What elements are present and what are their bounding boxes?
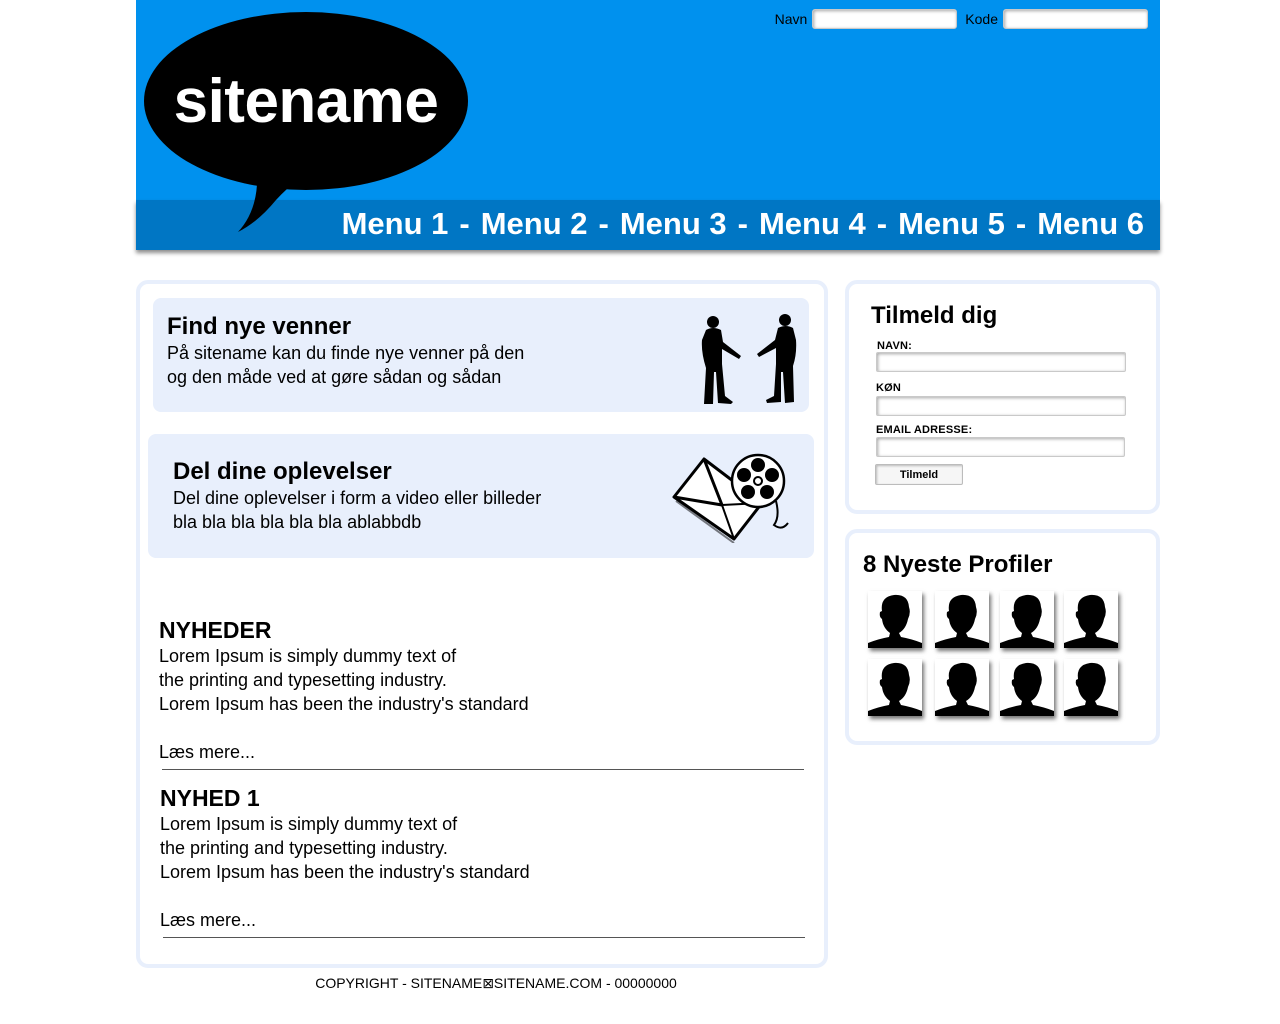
name-label: NAVN: [877, 340, 913, 352]
news-body-line: Lorem Ipsum has been the industry's standard [160, 862, 530, 882]
menu-item-3[interactable]: Menu 3 [619, 206, 727, 241]
profile-avatar[interactable] [935, 591, 989, 648]
news-title: NYHED 1 [160, 785, 260, 811]
email-label: EMAIL ADRESSE: [876, 424, 973, 436]
feature-title: Find nye venner [167, 313, 352, 340]
feature-box-experiences [148, 434, 814, 558]
username-input[interactable] [812, 9, 957, 29]
news-body [160, 812, 805, 884]
gender-input[interactable] [876, 396, 1126, 416]
footer-copyright: COPYRIGHT - SITENAME⊠SITENAME.COM - 00000000 [315, 975, 677, 991]
feature-text-line: På sitename kan du finde nye venner på den [167, 343, 525, 363]
news-body-line: Lorem Ipsum is simply dummy text of [160, 814, 458, 834]
user-silhouette-icon [935, 591, 989, 648]
feature-text [173, 486, 541, 534]
profile-avatar[interactable] [1064, 659, 1118, 716]
feature-text-line: bla bla bla bla bla bla ablabbdb [173, 512, 422, 532]
feature-text [167, 341, 524, 389]
menu-separator: - [1015, 206, 1027, 241]
feature-text-line: og den måde ved at gøre sådan og sådan [167, 367, 502, 387]
menu-item-6[interactable]: Menu 6 [1037, 206, 1144, 241]
news-divider [162, 769, 804, 770]
menu-separator: - [459, 206, 470, 241]
news-title: NYHEDER [159, 617, 272, 643]
gender-label: KØN [876, 382, 902, 394]
menu-item-5[interactable]: Menu 5 [898, 206, 1005, 241]
site-logo[interactable]: sitename [173, 67, 439, 136]
profile-avatar[interactable] [1000, 659, 1054, 716]
feature-title: Del dine oplevelser [173, 458, 392, 485]
news-item [160, 784, 805, 938]
user-silhouette-icon [1000, 591, 1054, 648]
menu-item-4[interactable]: Menu 4 [758, 206, 866, 241]
news-body-line: the printing and typesetting industry. [160, 838, 448, 858]
menu-item-2[interactable]: Menu 2 [480, 206, 588, 241]
profiles-title: 8 Nyeste Profiler [863, 551, 1053, 578]
password-label: Kode [965, 11, 998, 27]
menu-item-1[interactable]: Menu 1 [341, 206, 449, 241]
feature-box-friends [153, 298, 809, 412]
profile-avatar[interactable] [1000, 591, 1054, 648]
user-silhouette-icon [935, 659, 989, 716]
news-divider [163, 937, 805, 938]
news-body-line: Lorem Ipsum has been the industry's standard [159, 694, 529, 714]
handshake-silhouette-icon [701, 306, 797, 404]
news-body-line: Lorem Ipsum is simply dummy text of [159, 646, 457, 666]
profile-avatar[interactable] [868, 659, 922, 716]
news-section [159, 616, 804, 770]
email-input[interactable] [876, 437, 1125, 457]
user-silhouette-icon [1000, 659, 1054, 716]
menu-separator: - [876, 206, 888, 241]
menu-separator: - [737, 206, 748, 241]
profile-avatar[interactable] [868, 591, 922, 648]
password-input[interactable] [1003, 9, 1148, 29]
news-body-line: the printing and typesetting industry. [159, 670, 447, 690]
username-label: Navn [774, 11, 808, 27]
user-silhouette-icon [868, 659, 922, 716]
profile-avatar[interactable] [1064, 591, 1118, 648]
speech-bubble-tail-icon [236, 160, 346, 236]
user-silhouette-icon [1064, 659, 1118, 716]
feature-text-line: Del dine oplevelser i form a video eller billeder [173, 488, 542, 508]
read-more-link[interactable]: Læs mere... [160, 910, 257, 930]
name-input[interactable] [876, 352, 1126, 372]
menu-separator: - [598, 206, 609, 241]
user-silhouette-icon [868, 591, 922, 648]
envelope-film-reel-icon [670, 451, 792, 543]
login-form [775, 9, 1148, 29]
signup-title: Tilmeld dig [871, 302, 998, 329]
user-silhouette-icon [1064, 591, 1118, 648]
read-more-link[interactable]: Læs mere... [159, 742, 256, 762]
profile-avatar[interactable] [935, 659, 989, 716]
signup-button[interactable]: Tilmeld [875, 464, 963, 485]
news-body [159, 644, 804, 716]
main-menu [342, 204, 1144, 244]
